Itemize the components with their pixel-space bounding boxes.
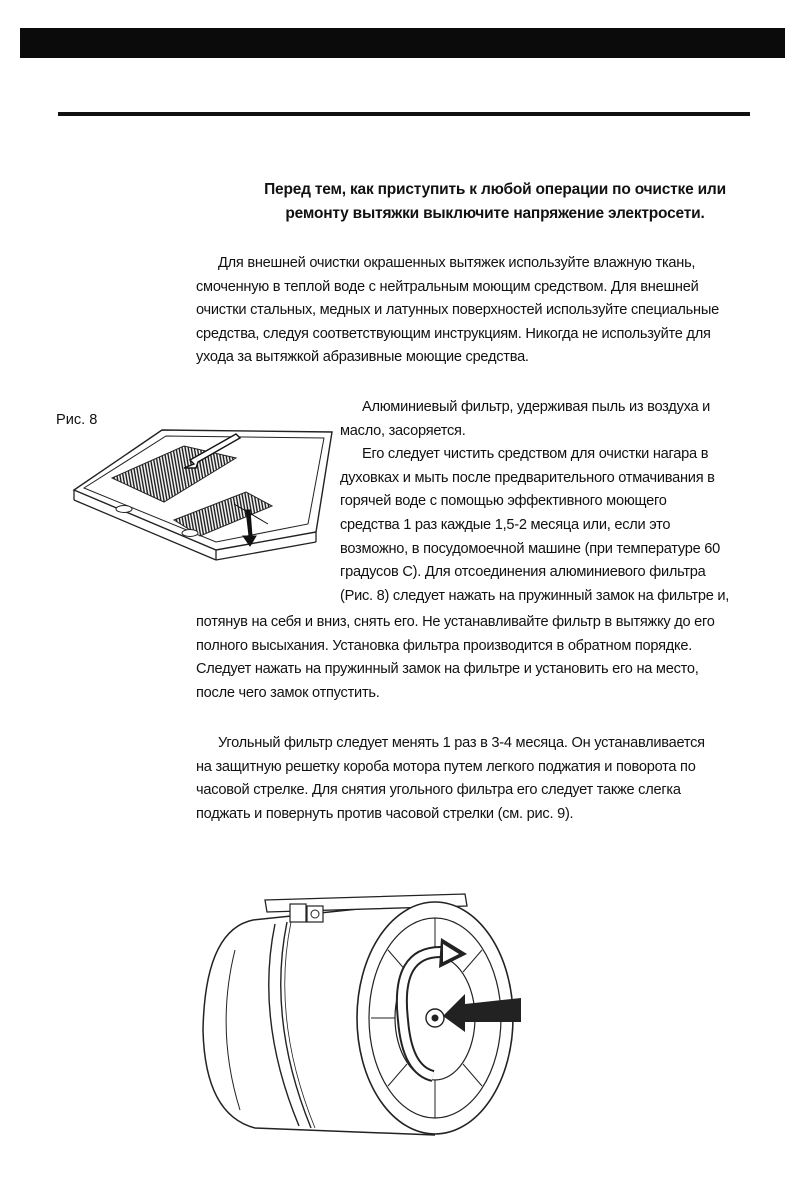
range-hood-filter-icon (66, 420, 336, 565)
text-line: средства 1 раз каждые 1,5-2 месяца или, если это (340, 516, 671, 533)
warning-line: ремонту вытяжки выключите напряжение электросети. (285, 205, 705, 222)
text-line: (Рис. 8) следует нажать на пружинный замок на фильтре и, (340, 587, 730, 604)
header-bar (20, 28, 785, 58)
section-divider (58, 112, 750, 116)
paragraph-aluminium-filter (340, 396, 758, 608)
text-line: Алюминиевый фильтр, удерживая пыль из воздуха и (362, 399, 711, 415)
text-line: смоченную в теплой воде с нейтральным моющим средством. Для внешней (196, 278, 699, 295)
paragraph-carbon-filter (196, 732, 756, 826)
text-line: средства, следуя соответствующим инструкциям. Никогда не используйте для (196, 325, 711, 342)
text-line: поджать и повернуть против часовой стрелки (см. рис. 9). (196, 805, 574, 822)
figure-8-label: Рис. 8 (56, 412, 98, 428)
paragraph-exterior-cleaning (196, 252, 756, 370)
paragraph-filter-removal (196, 611, 761, 705)
text-line: часовой стрелке. Для снятия угольного фильтра его следует также слегка (196, 782, 681, 799)
text-line: Для внешней очистки окрашенных вытяжек используйте влажную ткань, (218, 255, 696, 271)
text-line: очистки стальных, медных и латунных поверхностей используйте специальные (196, 302, 719, 319)
text-line: духовках и мыть после предварительного отмачивания в (340, 469, 715, 486)
text-line: градусов С). Для отсоединения алюминиевого фильтра (340, 564, 706, 581)
text-line: полного высыхания. Установка фильтра производится в обратном порядке. (196, 637, 693, 654)
text-line: ухода за вытяжкой абразивные моющие средства. (196, 349, 529, 366)
text-line: Его следует чистить средством для очистки нагара в (362, 446, 709, 463)
text-line: Угольный фильтр следует менять 1 раз в 3-4 месяца. Он устанавливается (218, 735, 705, 751)
text-line: горячей воде с помощью эффективного моющего (340, 493, 667, 510)
text-line: Следует нажать на пружинный замок на фильтре и установить его на место, (196, 661, 699, 678)
warning-line: Перед тем, как приступить к любой операции по очистке или (264, 181, 726, 198)
text-line: на защитную решетку короба мотора путем легкого поджатия и поворота по (196, 758, 696, 775)
safety-warning (200, 178, 790, 226)
motor-box-carbon-filter-icon (195, 890, 525, 1150)
text-line: масло, засоряется. (340, 422, 466, 439)
text-line: после чего замок отпустить. (196, 684, 380, 701)
text-line: потянув на себя и вниз, снять его. Не устанавливайте фильтр в вытяжку до его (196, 614, 715, 630)
text-line: возможно, в посудомоечной машине (при температуре 60 (340, 540, 721, 557)
